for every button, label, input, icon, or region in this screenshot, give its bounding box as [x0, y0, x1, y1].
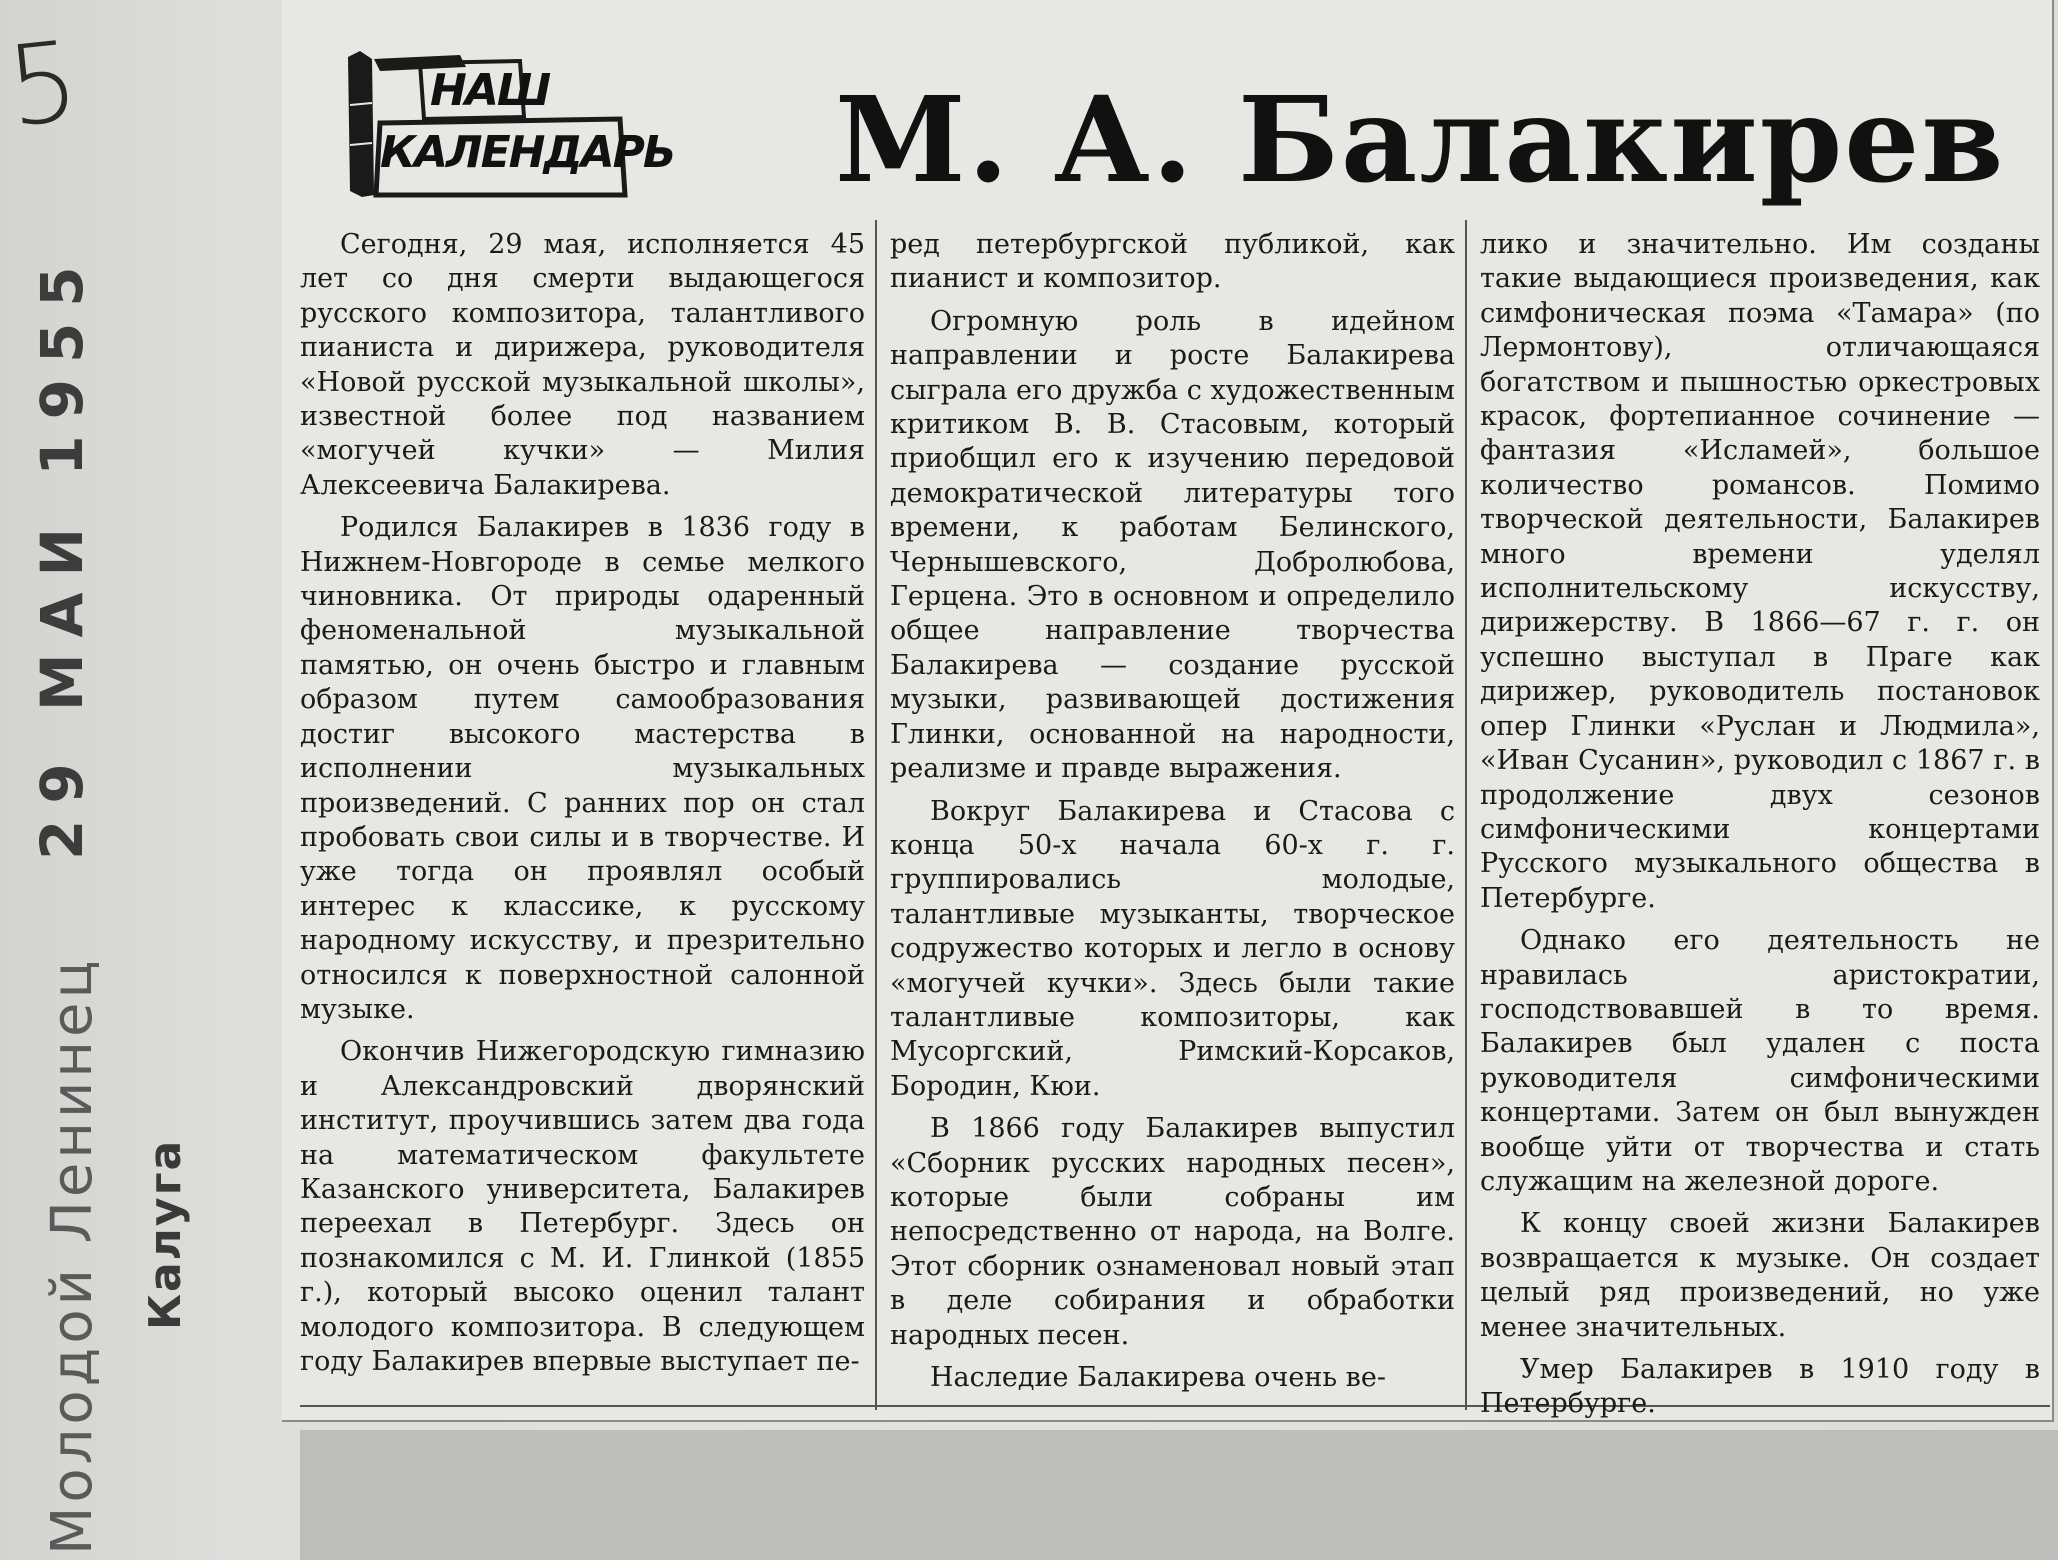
- newspaper-stamp: Молодой Ленинец: [40, 956, 105, 1555]
- page-number: 5: [1, 16, 85, 152]
- column-divider: [1465, 220, 1467, 1410]
- paragraph: Огромную роль в идейном направлении и росте Балакирева сыграла его дружба с художественным критиком В. В. Стасовым, который приобщил его к изучению передовой демократической литературы того времени, к работам Белинского, Чернышевского, Добролюбова, Герцена. Это в основном и определило общее направление творчества Балакирева — создание русской музыки, развивающей достижения Глинки, основанной на народности, реализме и правде выражения.: [890, 305, 1455, 785]
- paragraph: Вокруг Балакирева и Стасова с конца 50-х начала 60-х г. г. группировались молодые, талантливые музыканты, творческое содружество которых и легло в основу «могучей кучки». Здесь были такие талантливые композиторы, как Мусоргский, Римский-Корсаков, Бородин, Кюи.: [890, 795, 1455, 1102]
- backing-paper: [300, 1430, 2058, 1560]
- paragraph: К концу своей жизни Балакирев возвращается к музыке. Он создает целый ряд произведений, но уже менее значительных.: [1480, 1208, 2040, 1343]
- article-column-3: [1480, 228, 2040, 1430]
- paragraph: лико и значительно. Им созданы такие выдающиеся произведения, как симфоническая поэма «Тамара» (по Лермонтову), отличающаяся богатством и пышностью оркестровых красок, фортепианное сочинение — фантазия «Исламей», большое количество романсов. Помимо творческой деятельности, Балакирев много времени уделял исполнительскому искусству, дирижерству. В 1866—67 г. г. он успешно выступал в Праге как дирижер, руководитель постановок опер Глинки «Руслан и Людмила», «Иван Сусанин», руководил с 1867 г. в продолжение двух сезонов симфоническими концертами Русского музыкального общества в Петербурге.: [1480, 229, 2040, 914]
- rubric-line-1: НАШ: [430, 65, 550, 116]
- paragraph: Однако его деятельность не нравилась аристократии, господствовавшей в то время. Балакирев был удален с поста руководителя симфоническими концертами. Затем он был вынужден вообще уйти от творчества и стать служащим на железной дороге.: [1480, 925, 2040, 1197]
- column-divider: [875, 220, 877, 1410]
- date-stamp: 29 МАИ 1955: [28, 250, 96, 860]
- paragraph: Окончив Нижегородскую гимназию и Александровский дворянский институт, проучившись затем два года на математическом факультете Казанского университета, Балакирев переехал в Петербург. Здесь он познакомился с М. И. Глинкой (1855 г.), который высоко оценил талант молодого композитора. В следующем году Балакирев впервые выступает пе-: [300, 1036, 865, 1377]
- article-title: М. А. Балакирев: [835, 70, 2006, 209]
- paragraph: ред петербургской публикой, как пианист и композитор.: [890, 229, 1455, 295]
- paragraph: Родился Балакирев в 1836 году в Нижнем-Новгороде в семье мелкого чиновника. От природы одаренный феноменальной музыкальной памятью, он очень быстро и главным образом путем самообразования достиг высокого мастерства в исполнении музыкальных произведений. С ранних пор он стал пробовать свои силы и в творчестве. И уже тогда он проявлял особый интерес к классике, к русскому народному искусству, и презрительно относился к поверхностной салонной музыке.: [300, 512, 865, 1025]
- paragraph: Наследие Балакирева очень ве-: [930, 1362, 1386, 1393]
- city-stamp: Калуга: [140, 1138, 191, 1330]
- rubric-logo: [340, 45, 675, 200]
- rubric-line-2: КАЛЕНДАРЬ: [380, 127, 675, 178]
- paragraph: В 1866 году Балакирев выпустил «Сборник русских народных песен», которые были собраны им непосредственно от народа, на Волге. Этот сборник ознаменовал новый этап в деле собирания и обработки народных песен.: [890, 1113, 1455, 1351]
- paragraph: Умер Балакирев в 1910 году в Петербурге.: [1480, 1354, 2040, 1420]
- paragraph: Сегодня, 29 мая, исполняется 45 лет со дня смерти выдающегося русского композитора, талантливого пианиста и дирижера, руководителя «Новой русской музыкальной школы», известной более под названием «могучей кучки» — Милия Алексеевича Балакирева.: [300, 229, 865, 501]
- article-column-1: [300, 228, 865, 1387]
- article-column-2: [890, 228, 1455, 1403]
